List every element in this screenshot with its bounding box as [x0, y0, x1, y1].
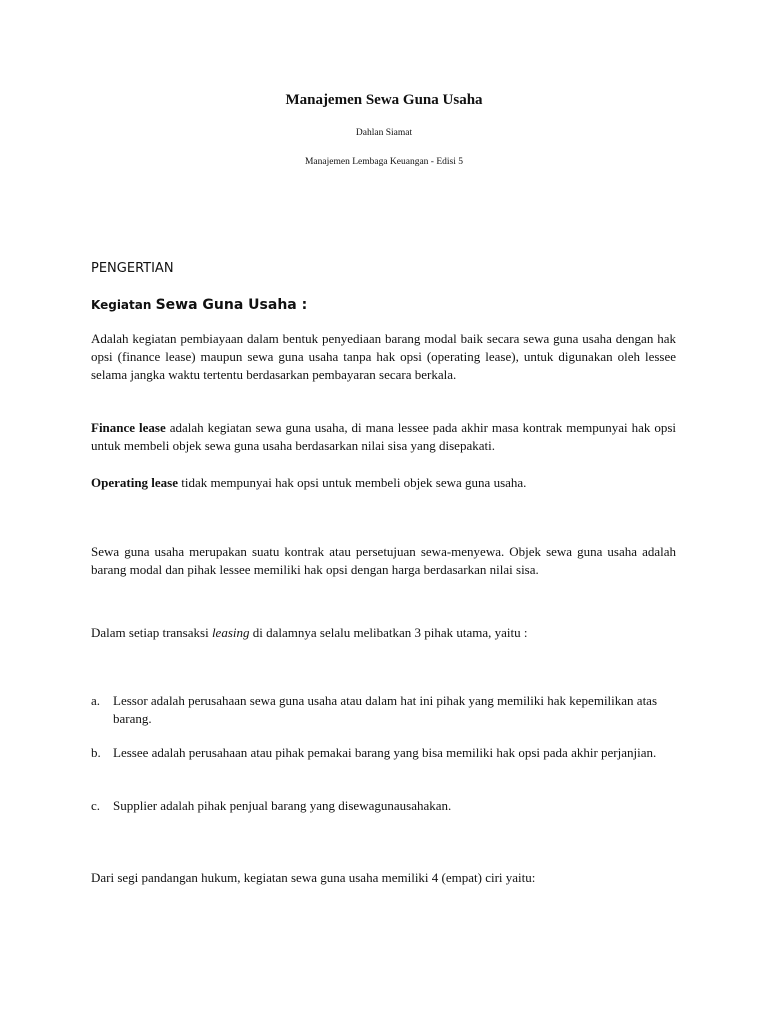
- definition-paragraph: Adalah kegiatan pembiayaan dalam bentuk penyediaan barang modal baik secara sewa guna usaha dengan hak opsi (finance lease) maupun sewa guna usaha tanpa hak opsi (operating lease), untuk digunakan oleh lessee selama jangka waktu tertentu berdasarkan pembayaran secara berkala.: [91, 331, 676, 382]
- finance-lease-text: adalah kegiatan sewa guna usaha, di mana lessee pada akhir masa kontrak mempunyai hak opsi untuk membeli objek sewa guna usaha berdasarkan nilai sisa yang disepakati.: [91, 420, 677, 453]
- parties-text-before: Dalam setiap transaksi: [91, 625, 212, 640]
- list-item: [91, 692, 676, 728]
- operating-lease-term: Operating lease: [91, 475, 179, 490]
- sub-heading: [91, 294, 307, 313]
- document-source: Manajemen Lembaga Keuangan - Edisi 5: [304, 157, 463, 167]
- list-item: [91, 797, 676, 815]
- document-title: Manajemen Sewa Guna Usaha: [285, 92, 483, 108]
- section-heading: PENGERTIAN: [91, 261, 174, 276]
- list-marker: c.: [91, 798, 101, 813]
- operating-lease-text: tidak mempunyai hak opsi untuk membeli objek sewa guna usaha.: [178, 475, 527, 490]
- parties-paragraph: [91, 624, 676, 642]
- operating-lease-paragraph: [91, 474, 676, 492]
- list-marker: b.: [91, 745, 101, 760]
- sub-heading-main: Sewa Guna Usaha :: [155, 297, 308, 313]
- list-item-text: Lessor adalah perusahaan sewa guna usaha atau dalam hat ini pihak yang memiliki hak kepemilikan atas barang.: [113, 693, 658, 726]
- list-item-text: Lessee adalah perusahaan atau pihak pemakai barang yang bisa memiliki hak opsi pada akhir perjanjian.: [113, 745, 657, 760]
- list-marker: a.: [91, 693, 101, 708]
- document-author: Dahlan Siamat: [355, 128, 413, 138]
- list-item-text: Supplier adalah pihak penjual barang yang disewagunausahakan.: [113, 798, 452, 813]
- list-item: [91, 744, 676, 762]
- finance-lease-paragraph: [91, 419, 676, 455]
- sub-heading-prefix: Kegiatan: [91, 298, 156, 312]
- legal-view-paragraph: Dari segi pandangan hukum, kegiatan sewa guna usaha memiliki 4 (empat) ciri yaitu:: [91, 870, 536, 885]
- finance-lease-term: Finance lease: [91, 420, 166, 435]
- contract-paragraph: Sewa guna usaha merupakan suatu kontrak atau persetujuan sewa-menyewa. Objek sewa guna usaha adalah barang modal dan pihak lessee memiliki hak opsi dengan harga berdasarkan nilai sisa.: [91, 544, 676, 577]
- parties-text-italic: leasing: [211, 625, 250, 640]
- parties-text-after: di dalamnya selalu melibatkan 3 pihak utama, yaitu :: [249, 625, 528, 640]
